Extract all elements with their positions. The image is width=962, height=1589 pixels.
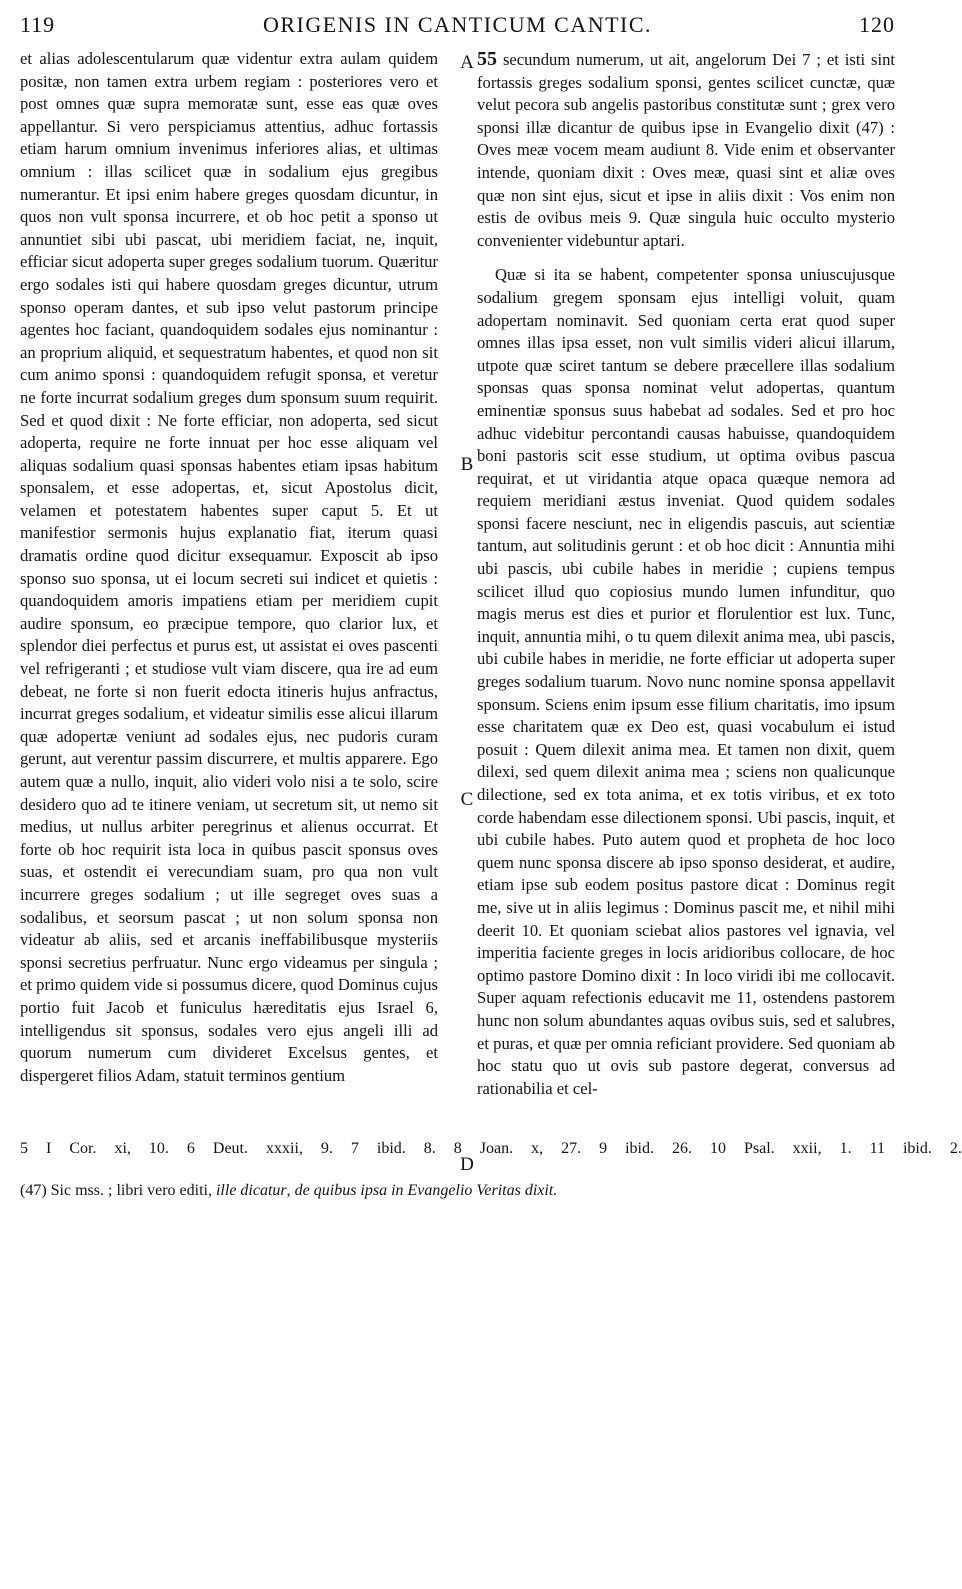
footnote-6: 6 Deut. xxxii, 9. [186, 1140, 333, 1158]
editorial-note-47 [20, 1180, 895, 1202]
margin-marker-c: C [460, 789, 474, 810]
note-mid: , [286, 1182, 291, 1200]
margin-marker-d: D [460, 1154, 474, 1175]
footnote-10: 10 Psal. xxii, 1. [710, 1140, 852, 1158]
footnote-7: 7 ibid. 8. [350, 1140, 436, 1158]
right-paragraph-1 [477, 48, 895, 252]
footnote-5: 5 I Cor. xi, 10. [20, 1140, 169, 1158]
page-header [20, 12, 895, 48]
section-number: 55 [477, 48, 497, 70]
note-italic-2: de quibus ipsa in Evangelio Veritas dixit. [294, 1182, 558, 1200]
page-number-right: 120 [859, 12, 895, 37]
margin-marker-b: B [460, 454, 474, 475]
left-column [20, 48, 438, 1100]
margin-marker-a: A [460, 52, 474, 73]
running-title: ORIGENIS IN CANTICUM CANTIC. [262, 12, 653, 37]
note-lead: (47) Sic mss. ; libri vero editi, [20, 1182, 212, 1200]
page-number-left: 119 [20, 12, 56, 37]
left-paragraph-1: et alias adolescentularum quæ videntur extra aulam quidem positæ, non tamen extra urbem regiam : posteriores vero et post omnes quæ supra memoratæ sunt, esse eas quæ oves appellantur. Si vero perspiciamus attentius, adhuc fortassis etiam harum omnium invenimus inferiores alias, et ultimas omnium : illas scilicet quæ in sodalium ejus gregibus numerantur. Et ipsi enim habere greges quosdam dicuntur, in quos non vult sponsa incurrere, et ob hoc petit a sponso ut annuntiet sibi ubi pascat, ubi meridiem faciat, ne, inquit, efficiar sicut adoperta super greges sodalium tuorum. Quæritur ergo sodales isti qui habere quosdam greges dicuntur, utrum sponso operam dantes, et sub ipso velut pastorum principe agentes hoc faciant, quandoquidem sodales ejus nominantur : an proprium aliquid, et sequestratum habentes, et quod non sit cum animo sponsi : quandoquidem refugit sponsa, et veretur ne forte incurrat sodalium greges dum sponsum suum requirit. Sed et quod dixit : Ne forte efficiar, non adoperta, sed sicut adoperta, require ne forte innuat per hoc esse aliquam vel aliquas sodalium quasi sponsas habentes etiam ipsas habitum sponsalem, et esse adopertas, et, sicut Apostolus dicit, velamen et potestatem habentes super caput 5. Et ut manifestior sermonis hujus explanatio fiat, iterum quasi dramatis ordine quod dicitur exsequamur. Exposcit ab ipso sponso suo sponsa, ut ei locum secreti sui indicet et quietis : quandoquidem amoris impatiens etiam per meridiem cupit audire sponsum, eo præcipue tempore, quo clarior lux, et splendor diei perfectus et purus est, ut assistat ei oves pascenti vel refrigeranti ; et studiose vult viam discere, qua ire ad eum debeat, ne forte si non fuerit edocta itineris hujus anfractus, incurrat greges sodalium, et videatur similis esse alicui illarum quæ adopertæ veniunt ad sodales ejus, nec pudoris curam gerunt, aut verentur passim discurrere, et multis apparere. Ego autem quæ a nullo, inquit, alio videri volo nisi a te solo, scire desidero quo ad te itinere veniam, ut secretum sit, ut nemo sit medius, ut nullus arbiter peregrinus et alienus occurrat. Et forte ob hoc requirit ista loca in quibus pascit sponsus oves suas, et ostendit ei verecundiam suam, pro qua non vult incurrere greges sodalium ; ut ille segreget oves suas a sodalibus, et seorsum pascat ; ut non solum sponsa non videatur ab aliis, sed et arcanis ineffabilibusque mysteriis sponsi secretius perfruatur. Nunc ergo videamus per singula ; et primo quidem vide si possumus dicere, quod Dominus cujus portio fuit Jacob et funiculus hæreditatis ejus Israel 6, intelligendus sit sponsus, sodales vero ejus angeli illi ad quorum numerum cum divideret Excelsus gentes, et dispergeret filios Adam, statuit terminos gentium [20, 49, 438, 1085]
right-column [477, 48, 895, 1100]
footnote-9: 9 ibid. 26. [599, 1140, 692, 1158]
footnote-11: 11 ibid. 2. [869, 1140, 962, 1158]
footnote-8: 8 Joan. x, 27. [453, 1140, 582, 1158]
note-italic-1: ille dicatur [215, 1182, 287, 1200]
right-paragraph-1-text: secundum numerum, ut ait, angelorum Dei 7 ; et isti sint fortassis greges sodalium sponsi, gentes scilicet cunctæ, quæ velut pecora sub angelis pastoribus constitutæ sunt ; grex vero sponsi illæ dicantur de quibus ipse in Evangelio dixit (47) : Oves meæ vocem meam audiunt 8. Vide enim et observanter intende, quoniam dixit : Oves meæ, quasi sint et aliæ oves quæ non sint ejus, sicut et ipse in aliis dixit : Vos enim non estis de ovibus meis 9. Quæ singula huic occulto mysterio convenienter videbuntur aptari. [477, 50, 895, 250]
right-paragraph-2: Quæ si ita se habent, competenter sponsa uniuscujusque sodalium gregem sponsam ejus intelligi voluit, quam adopertam nominavit. Sed quoniam certa erat quod super omnes illas ipsa esset, non vult similis videri alicui illarum, utpote quæ sciret tantum se debere præcellere illas sodalium sponsas quas sponsa nominat velut adopertas, quantum eminentiæ sponsus suus habebat ad sodales. Sed et pro hoc adhuc videbitur percontandi causas habuisse, quandoquidem boni pastoris scit esse studium, ut optima ovibus pascua requirat, et ut viridantia atque opaca quæque nemora ad requiem meridiani æstus inveniat. Quod quidem sodales sponsi facere nesciunt, nec in eligendis pascuis, aut scientiæ tantum, aut solitudinis gerunt : et ob hoc dicit : Annuntia mihi ubi pascis, ubi cubile habes in meridie ; cupiens tempus scilicet illud quo copiosius mundo lumen infunditur, quo magis merus est dies et purior et florulentior est lux. Tunc, inquit, annuntia mihi, o tu quem dilexit anima mea, ubi pascis, ubi cubile habes in meridie, ne forte efficiar ut adoperta super greges sodalium tuarum. Novo nunc nomine sponsa appellavit sponsum. Sciens enim ipsum esse filium charitatis, imo ipsum esse charitatem quæ ex Deo est, quasi vocabulum ei istud posuit : Quem dilexit anima mea. Et tamen non dixit, quem dilexi, sed quem dilexit anima mea ; sciens non qualicunque dilectione, sed ex tota anima, et ex totis viribus, et ex toto corde habendam esse dilectionem sponsi. Ubi pascis, inquit, et ubi cubile habes. Puto autem quod et propheta de hoc loco quem nunc sponsa discere ab ipso sponso desiderat, et audire, etiam ipse sub eodem positus pastore dicat : Dominus regit me, sive ut in aliis legimus : Dominus pascit me, et nihil mihi deerit 10. Et quoniam sciebat alios pastores vel ignavia, vel imperitia faciente greges in locis aridioribus collocare, de hoc optimo pastore Domino dixit : In loco viridi ibi me collocavit. Super aquam refectionis educavit me 11, ostendens pastorem hunc non solum abundantes aquas ovibus suis, sed et salubres, et puras, et quæ per omnia reficiant providere. Sed quoniam ab hoc statu quo ut ovis sub pastore degerat, conversus ad rationabilia et cel- [477, 265, 895, 1098]
